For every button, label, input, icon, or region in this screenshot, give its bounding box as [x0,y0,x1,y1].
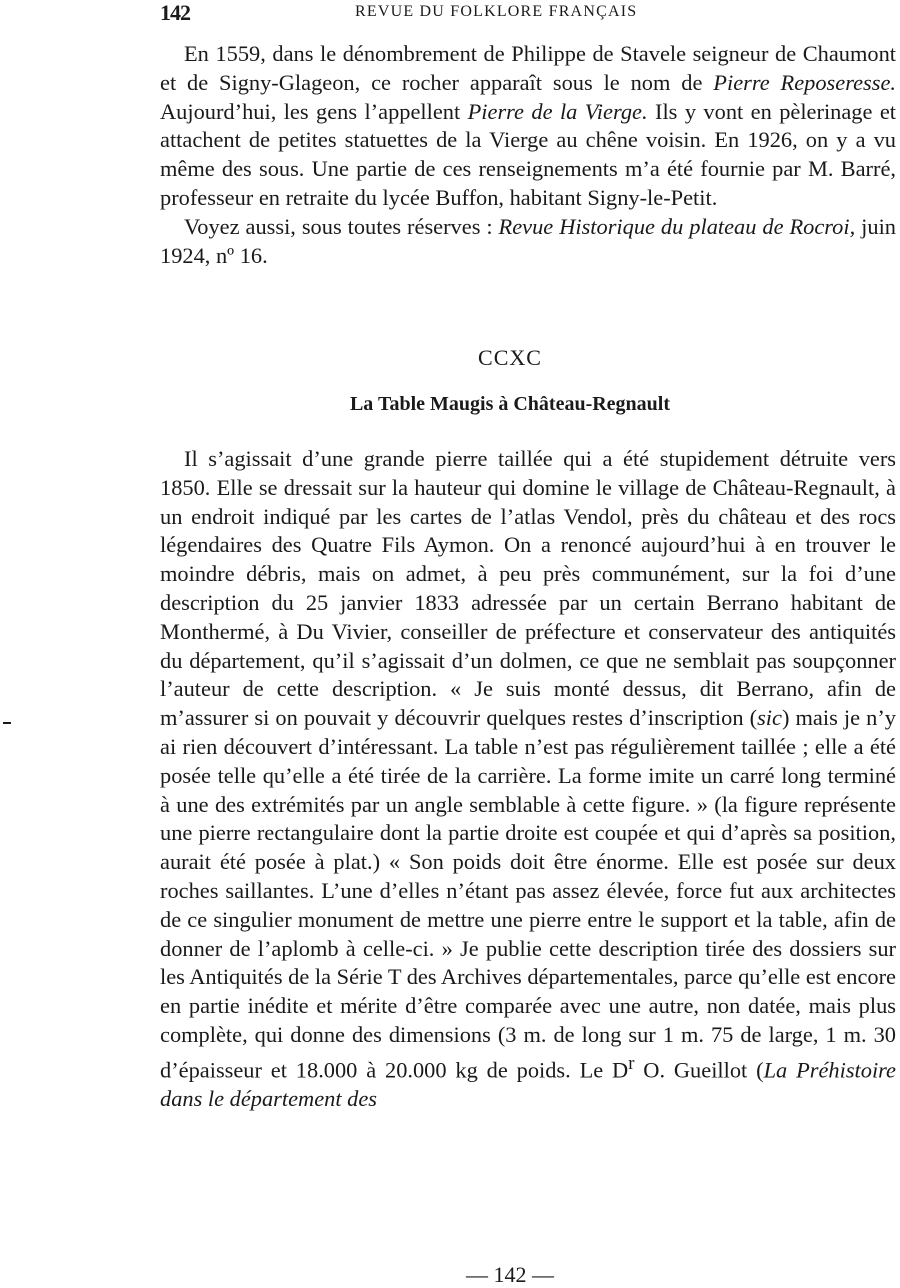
paragraph: En 1559, dans le dénombrement de Philippe de Stavele seigneur de Chaumont et de Signy-Glageon, ce rocher apparaît sous le nom de Pierre Reposeresse. Aujourd’hui, les gens l’appellent Pierre de la Vierge. Ils y vont en pèlerinage et attachent de petites statuettes de la Vierge au chêne voisin. En 1926, on y a vu même des sous. Une partie de ces renseignements m’a été fournie par M. Barré, professeur en retraite du lycée Buffon, habitant Signy-le-Petit. [160,41,897,210]
paragraph: Voyez aussi, sous toutes réserves : Revue Historique du plateau de Rocroi, juin 1924, nº 16. [160,213,896,268]
section-number: CCXC [478,345,542,370]
section-2-text [160,445,896,1114]
section-1-text [160,40,896,270]
page-footer-number: — 142 — [466,1262,554,1287]
running-page-number: 142 [160,0,190,25]
section-title: La Table Maugis à Château-Regnault [349,393,671,415]
margin-mark [3,722,11,724]
running-title: REVUE DU FOLKLORE FRANÇAIS [355,3,638,20]
paragraph: Il s’agissait d’une grande pierre taillée qui a été stupidement détruite vers 1850. Elle se dressait sur la hauteur qui domine le village de Château-Regnault, à un endroit indiqué par les cartes de l’atlas Vendol, près du château et des rocs légendaires des Quatre Fils Aymon. On a renoncé aujourd’hui à en trouver le moindre débris, mais on admet, à peu près communément, sur la foi d’une description du 25 janvier 1833 adressée par un certain Berrano habitant de Monthermé, à Du Vivier, conseiller de préfecture et conservateur des antiquités du département, qu’il s’agissait d’un dolmen, ce que ne semblait pas soupçonner l’auteur de cette description. « Je suis monté dessus, dit Berrano, afin de m’assurer si on pouvait y découvrir quelques restes d’inscription (sic) mais je n’y ai rien découvert d’intéressant. La table n’est pas régulièrement taillée ; elle a été posée telle qu’elle a été tirée de la carrière. La forme imite un carré long terminé à une des extrémités par un angle semblable à cette figure. » (la figure représente une pierre rectangulaire dont la partie droite est coupée et qui d’après sa position, aurait été posée à plat.) « Son poids doit être énorme. Elle est posée sur deux roches saillantes. L’une d’elles n’étant pas assez élevée, force fut aux architectes de ce singulier monument de mettre une pierre entre le support et la table, afin de donner de l’aplomb à celle-ci. » Je publie cette description tirée des dossiers sur les Antiquités de la Série T des Archives départementales, parce qu’elle est encore en partie inédite et mérite d’être comparée avec une autre, non datée, mais plus complète, qui donne des dimensions (3 m. de long sur 1 m. 75 de large, 1 m. 30 d’épaisseur et 18.000 à 20.000 kg de poids. Le $D^r$ O. Gueillot (La Préhistoire dans le département des [160,446,896,1111]
